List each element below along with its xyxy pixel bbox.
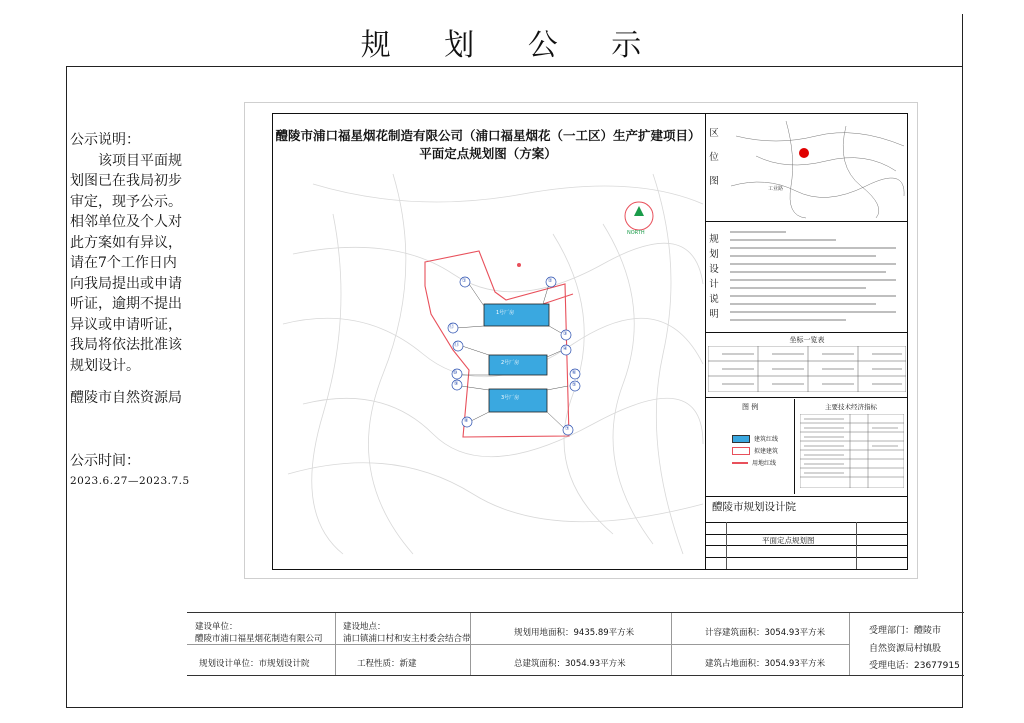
total-area: 总建筑面积：3054.93平方米 <box>514 659 626 669</box>
notice-period-label: 公示时间： <box>70 452 140 469</box>
hotline-phone: 受理电话：23677915 <box>869 661 960 671</box>
title-block <box>706 522 908 569</box>
site-plan-map <box>273 114 705 569</box>
design-char-5: 说 <box>709 294 719 305</box>
design-char-4: 计 <box>709 279 719 290</box>
location-value: 浦口镇浦口村和安主村委会结合带 <box>343 634 471 644</box>
notice-heading: 公示说明： <box>70 132 140 148</box>
survey-point <box>517 263 521 267</box>
design-char-3: 设 <box>709 264 719 275</box>
page-border-top <box>66 66 962 67</box>
point-label-4: ④ <box>563 346 568 352</box>
coord-table <box>708 346 906 392</box>
legend-title: 图 例 <box>742 403 759 411</box>
notice-issuer: 醴陵市自然资源局 <box>70 390 182 406</box>
design-char-2: 划 <box>709 249 719 260</box>
point-label-11: ⑪ <box>454 342 460 348</box>
point-label-8: ⑧ <box>464 418 469 424</box>
builder-value: 醴陵市浦口福星烟花制造有限公司 <box>195 634 323 644</box>
location-char-3: 图 <box>709 176 719 187</box>
design-char-6: 明 <box>709 309 719 320</box>
coord-table-title: 坐标一览表 <box>789 336 825 344</box>
location-label: 建设地点： <box>343 622 386 632</box>
side-panel <box>705 114 908 569</box>
builder-label: 建设单位： <box>195 622 238 632</box>
indicator-title: 主要技术经济指标 <box>825 403 877 411</box>
project-nature: 工程性质：新建 <box>357 659 417 669</box>
point-label-9: ⑨ <box>454 381 459 387</box>
page-title: 规 划 公 示 <box>360 28 664 63</box>
road-label: 工业路 <box>768 186 784 192</box>
page-border-bottom <box>66 707 962 708</box>
point-label-5: ⑤ <box>572 382 577 388</box>
drawing-title-line1: 醴陵市浦口福星烟花制造有限公司（浦口福星烟花（一工区）生产扩建项目） <box>275 128 701 143</box>
capacity-area: 计容建筑面积：3054.93平方米 <box>705 628 826 638</box>
notice-body: 该项目平面规划图已在我局初步审定，现予公示。相邻单位及个人对此方案如有异议，请在7个工作日内向我局提出或申请听证，逾期不提出异议或申请听证，我局将依法批准该规划设计。 <box>70 152 182 374</box>
location-map <box>726 116 906 220</box>
hotline-dept-2: 自然资源局村镇股 <box>869 644 942 654</box>
project-info-table <box>187 612 964 676</box>
notice-period: 2023.6.27—2023.7.5 <box>70 475 190 487</box>
institute-name: 醴陵市规划设计院 <box>712 501 796 513</box>
point-label-2: ② <box>548 278 553 284</box>
location-char-1: 区 <box>709 128 719 139</box>
page-border-right <box>962 14 963 708</box>
building-3-label: 3号厂房 <box>501 395 520 401</box>
legend-item-2: 拟建建筑 <box>732 446 778 455</box>
point-label-7: ⑦ <box>565 426 570 432</box>
design-notes-text <box>726 226 904 326</box>
page-border-left <box>66 66 67 708</box>
drawing-name: 平面定点规划图 <box>762 536 815 545</box>
design-char-1: 规 <box>709 234 719 245</box>
building-2-label: 2号厂房 <box>501 360 520 366</box>
notice-panel <box>70 130 190 492</box>
hotline-dept-1: 受理部门：醴陵市 <box>869 626 942 636</box>
location-char-2: 位 <box>709 152 719 163</box>
legend-item-3: 用地红线 <box>732 458 776 467</box>
north-arrow <box>625 202 653 230</box>
north-label: NORTH <box>627 230 645 236</box>
land-area: 规划用地面积：9435.89平方米 <box>514 628 635 638</box>
drawing-frame <box>272 113 908 570</box>
building-1 <box>484 304 549 326</box>
point-label-1: ① <box>462 278 467 284</box>
point-label-6: ⑥ <box>572 370 577 376</box>
point-label-10: ⑩ <box>453 370 458 376</box>
design-unit: 规划设计单位：市规划设计院 <box>199 659 310 669</box>
drawing-title-line2: 平面定点规划图（方案） <box>419 146 557 161</box>
legend-item-1: 建筑红线 <box>732 434 778 443</box>
point-label-3: ③ <box>563 331 568 337</box>
footprint-area: 建筑占地面积：3054.93平方米 <box>705 659 826 669</box>
building-1-label: 1号厂房 <box>496 310 515 316</box>
point-label-12: ⑫ <box>449 324 455 330</box>
indicator-table <box>800 414 904 488</box>
